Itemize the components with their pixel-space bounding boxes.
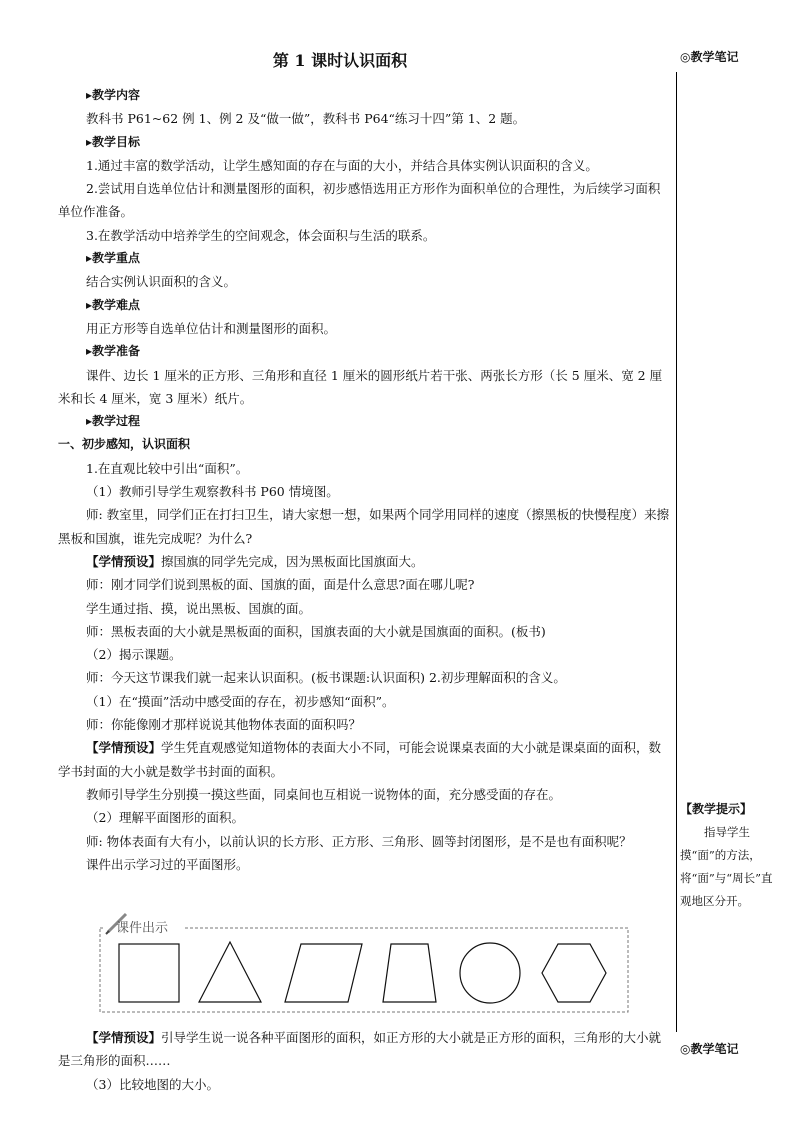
process-line: 学生通过指、摸，说出黑板、国旗的面。 — [86, 600, 312, 616]
courseware-figure — [98, 912, 630, 1016]
section-heading-key: ▸教学重点 — [86, 251, 141, 266]
hexagon-shape — [542, 944, 606, 1002]
part1-heading: 一、初步感知，认识面积 — [58, 437, 191, 452]
main-content — [58, 84, 670, 876]
figure-label: 课件出示 — [116, 921, 169, 936]
process-line: （1）教师引导学生观察教科书 P60 情境图。 — [86, 484, 339, 500]
process-line: （2）揭示课题。 — [86, 647, 182, 663]
triangle-shape — [199, 942, 261, 1002]
teaching-tip — [680, 798, 780, 913]
preset-tag: 【学情预设】 — [86, 1030, 162, 1045]
trapezoid-shape — [383, 944, 436, 1002]
process-line: （3）比较地图的大小。 — [86, 1076, 219, 1092]
prep-text: 课件、边长 1 厘米的正方形、三角形和直径 1 厘米的圆形纸片若干张、两张长方形（长 5 厘米、宽 2 厘米和长 4 厘米，宽 3 厘米）纸片。 — [58, 367, 663, 406]
process-line: 师: 物体表面有大有小，以前认识的长方形、正方形、三角形、圆等封闭图形，是不是也有面积呢？ — [86, 833, 632, 849]
tip-title: 【教学提示】 — [680, 802, 753, 816]
preset-text: 学生凭直观感觉知道物体的表面大小不同，可能会说课桌表面的大小就是课桌面的面积，数学书封面的大小就是数学书封面的面积。 — [58, 740, 662, 779]
preset-text: 引导学生说一说各种平面图形的面积，如正方形的大小就是正方形的面积，三角形的大小就是三角形的面积…… — [58, 1030, 662, 1069]
process-line: 课件出示学习过的平面图形。 — [86, 856, 249, 872]
goal-item: 2.尝试用自选单位估计和测量图形的面积，初步感悟选用正方形作为面积单位的合理性，为后续学习面积单位作准备。 — [58, 181, 661, 220]
parallelogram-shape — [285, 944, 362, 1002]
preset-text: 擦国旗的同学先完成，因为黑板面比国旗面大。 — [161, 553, 424, 569]
process-line: 师：你能像刚才那样说说其他物体表面的面积吗？ — [86, 717, 362, 733]
process-line: （1）在“摸面”活动中感受面的存在，初步感知“面积”。 — [86, 693, 395, 709]
tip-text: 指导学生摸“面”的方法，将“面”与“周长”直观地区分开。 — [680, 825, 773, 908]
bottom-content — [58, 1026, 670, 1096]
process-line: 教师引导学生分别摸一摸这些面，同桌间也互相说一说物体的面，充分感受面的存在。 — [86, 786, 562, 802]
preset-tag: 【学情预设】 — [86, 553, 162, 569]
content-text: 教科书 P61~62 例 1、例 2 及“做一做”，教科书 P64“练习十四”第 1、2 题。 — [86, 111, 526, 127]
process-line: 师: 教室里，同学们正在打扫卫生，请大家想一想，如果两个同学用同样的速度（擦黑板的快慢程度）来擦黑板和国旗，谁先完成呢？为什么? — [58, 507, 670, 546]
goal-item: 1.通过丰富的数学活动，让学生感知面的存在与面的大小，并结合具体实例认识面积的含义。 — [86, 157, 598, 173]
preset-tag: 【学情预设】 — [86, 740, 162, 756]
difficulty-text: 用正方形等自选单位估计和测量图形的面积。 — [86, 320, 337, 336]
teaching-notes-label: ◎教学笔记 — [680, 50, 739, 64]
process-line: 师：刚才同学们说到黑板的面、国旗的面，面是什么意思?面在哪儿呢? — [86, 577, 475, 593]
process-line — [58, 550, 670, 573]
circle-shape — [460, 943, 520, 1003]
section-heading-process: ▸教学过程 — [86, 414, 141, 429]
teaching-notes-label-bottom: ◎教学笔记 — [680, 1042, 739, 1056]
process-line: 师：今天这节课我们就一起来认识面积。(板书课题:认识面积) 2.初步理解面积的含义。 — [86, 670, 566, 686]
process-line — [58, 736, 670, 783]
section-heading-content: ▸教学内容 — [86, 88, 141, 102]
goal-item: 3.在教学活动中培养学生的空间观念，体会面积与生活的联系。 — [86, 227, 436, 243]
square-shape — [119, 944, 179, 1002]
process-line: 1.在直观比较中引出“面积”。 — [86, 460, 249, 476]
margin-divider — [676, 72, 677, 1032]
section-heading-difficulty: ▸教学难点 — [86, 297, 141, 312]
shapes-figure — [98, 912, 630, 1016]
section-heading-goals: ▸教学目标 — [86, 134, 141, 149]
process-line — [58, 1026, 670, 1073]
process-line: （2）理解平面图形的面积。 — [86, 810, 244, 826]
section-heading-prep: ▸教学准备 — [86, 344, 141, 359]
process-line: 师：黑板表面的大小就是黑板面的面积，国旗表面的大小就是国旗面的面积。(板书) — [86, 623, 546, 639]
key-text: 结合实例认识面积的含义。 — [86, 274, 237, 290]
page-title: 第 1 课时认识面积 — [272, 51, 408, 70]
